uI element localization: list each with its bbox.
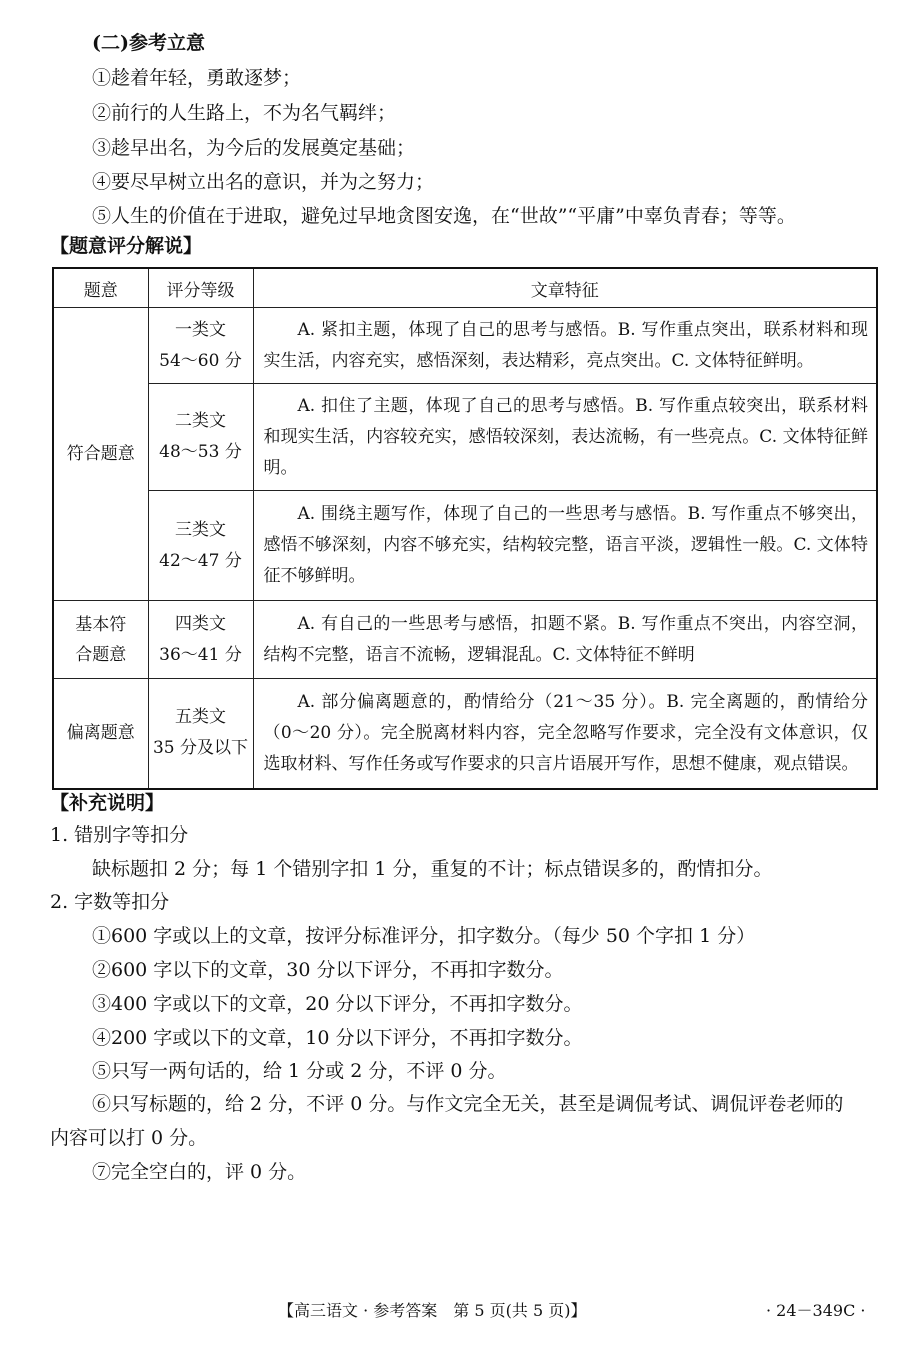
list-item: ⑥只写标题的，给 2 分，不评 0 分。与作文完全无关，甚至是调侃考试、调侃评卷老师的 <box>92 1093 844 1115</box>
section-title: (二)参考立意 <box>92 32 205 54</box>
list-item: ②600 字以下的文章，30 分以下评分，不再扣字数分。 <box>92 959 564 981</box>
features-cell <box>253 308 877 384</box>
score-range: 35 分及以下 <box>152 738 249 759</box>
column-header: 文章特征 <box>253 268 877 308</box>
subsection-title: 2. 字数等扣分 <box>50 891 170 913</box>
grade-label: 四类文 <box>175 613 226 634</box>
category-line: 合题意 <box>75 644 127 665</box>
table-row <box>53 308 877 384</box>
table-row <box>53 384 877 491</box>
features-text: A. 有自己的一些思考与感悟，扣题不紧。B. 写作重点不突出，内容空洞，结构不完整，语言不流畅，逻辑混乱。C. 文体特征不鲜明 <box>263 613 868 665</box>
list-item: ③400 字或以下的文章，20 分以下评分，不再扣字数分。 <box>92 993 583 1015</box>
list-item: ④要尽早树立出名的意识，并为之努力； <box>92 171 435 193</box>
paragraph: 缺标题扣 2 分；每 1 个错别字扣 1 分，重复的不计；标点错误多的，酌情扣分。 <box>92 858 773 880</box>
page-footer: 【高三语文 · 参考答案 第 5 页(共 5 页)】 <box>278 1301 587 1320</box>
grade-cell <box>148 308 253 384</box>
list-item: ⑤只写一两句话的，给 1 分或 2 分，不评 0 分。 <box>92 1060 507 1082</box>
category-cell <box>53 601 148 679</box>
score-range: 48～53 分 <box>159 442 242 462</box>
features-cell <box>253 491 877 601</box>
column-header: 评分等级 <box>148 268 253 308</box>
grade-cell <box>148 384 253 491</box>
list-item: ③趁早出名，为今后的发展奠定基础； <box>92 137 416 159</box>
list-item: ①600 字或以上的文章，按评分标准评分，扣字数分。（每少 50 个字扣 1 分） <box>92 925 756 947</box>
subsection-title: 1. 错别字等扣分 <box>50 824 189 846</box>
grade-cell <box>148 491 253 601</box>
grade-label: 三类文 <box>175 519 226 540</box>
features-text: A. 扣住了主题，体现了自己的思考与感悟。B. 写作重点较突出，联系材料和现实生活，内容较充实，感悟较深刻，表达流畅，有一些亮点。C. 文体特征鲜明。 <box>263 395 868 478</box>
supplement-title: 【补充说明】 <box>50 792 165 814</box>
list-item: ②前行的人生路上，不为名气羁绊； <box>92 102 397 124</box>
features-cell <box>253 384 877 491</box>
grade-cell <box>148 601 253 679</box>
grade-label: 二类文 <box>175 411 226 431</box>
grade-label: 五类文 <box>175 707 226 728</box>
list-item: ⑤人生的价值在于进取，避免过早地贪图安逸，在“世故”“平庸”中辜负青春；等等。 <box>92 205 796 227</box>
features-text: A. 部分偏离题意的，酌情给分（21～35 分）。B. 完全离题的，酌情给分（0～20 分）。完全脱离材料内容，完全忽略写作要求，完全没有文体意识，仅选取材料、写作任务或写作要求的只言片语展开写作，思想不健康，观点错误。 <box>263 691 868 774</box>
table-row <box>53 491 877 601</box>
category-line: 基本符 <box>75 614 127 635</box>
list-item: ⑦完全空白的，评 0 分。 <box>92 1161 307 1183</box>
score-range: 42～47 分 <box>159 550 242 571</box>
table-header-row <box>53 268 877 308</box>
column-header: 题意 <box>53 268 148 308</box>
document-code: · 24－349C · <box>766 1301 866 1320</box>
table-row <box>53 601 877 679</box>
category-cell: 偏离题意 <box>53 679 148 789</box>
list-item-continuation: 内容可以打 0 分。 <box>50 1127 208 1149</box>
score-range: 36～41 分 <box>159 644 242 665</box>
category-cell: 符合题意 <box>53 308 148 601</box>
list-item: ④200 字或以下的文章，10 分以下评分，不再扣字数分。 <box>92 1027 583 1049</box>
features-text: A. 紧扣主题，体现了自己的思考与感悟。B. 写作重点突出，联系材料和现实生活，内容充实，感悟深刻，表达精彩，亮点突出。C. 文体特征鲜明。 <box>263 319 868 371</box>
grade-label: 一类文 <box>175 319 226 340</box>
rubric-table <box>52 267 878 790</box>
rubric-title: 【题意评分解说】 <box>50 235 203 257</box>
list-item: ①趁着年轻，勇敢逐梦； <box>92 67 302 89</box>
features-cell <box>253 679 877 789</box>
table-row <box>53 679 877 789</box>
features-text: A. 围绕主题写作，体现了自己的一些思考与感悟。B. 写作重点不够突出，感悟不够深刻，内容不够充实，结构较完整，语言平淡，逻辑性一般。C. 文体特征不够鲜明。 <box>263 504 868 586</box>
features-cell <box>253 601 877 679</box>
grade-cell <box>148 679 253 789</box>
score-range: 54～60 分 <box>159 350 242 371</box>
